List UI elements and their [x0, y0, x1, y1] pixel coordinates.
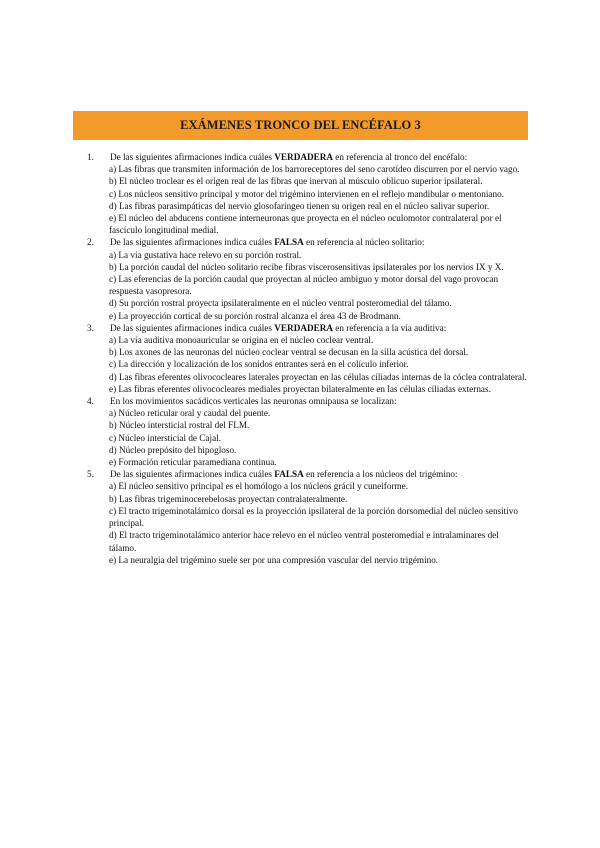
option-a: a) La vía gustativa hace relevo en su porción rostral.	[109, 249, 302, 260]
stem-text: En los movimientos sacádicos verticales las neuronas omnipausa se localizan:	[110, 396, 397, 407]
stem-text: en referencia a los núcleos del trigémino:	[306, 469, 458, 480]
question-4	[87, 395, 527, 468]
stem-text: De las siguientes afirmaciones indica cuáles	[110, 322, 272, 333]
option-b: b) Las fibras trigeminocerebelosas proyectan contralateralmente.	[109, 493, 348, 504]
stem-text: De las siguientes afirmaciones indica cuáles	[110, 469, 272, 480]
question-stem	[110, 151, 527, 163]
stem-text: en referencia a la vía auditiva:	[335, 322, 447, 333]
option-e: e) El núcleo del abducens contiene interneuronas que proyecta en el núcleo oculomotor contralateral por el fascículo longitudinal medial.	[109, 213, 502, 236]
option-c: c) La dirección y localización de los sonidos entrantes será en el colículo inferior.	[109, 359, 409, 370]
option-d: d) El tracto trigeminotalámico anterior hace relevo en el núcleo ventral posteromedial e intralaminares del tálamo.	[109, 530, 499, 553]
option-d: d) Su porción rostral proyecta ipsilateralmente en el núcleo ventral posteromedial del tálamo.	[109, 298, 452, 309]
option-b: b) Los axones de las neuronas del núcleo coclear ventral se decusan en la silla acústica del dorsal.	[109, 347, 469, 358]
question-stem	[110, 395, 527, 407]
question-1	[87, 151, 527, 236]
option-e: e) La proyección cortical de su porción rostral alcanza el área 43 de Brodmann.	[109, 310, 401, 321]
option-a: a) Las fibras que transmiten información de los barroreceptores del seno carotídeo discurren por el nervio vago.	[109, 164, 520, 175]
option-d: d) Las fibras eferentes olivococleares laterales proyectan en las células ciliadas internas de la cóclea contralateral.	[109, 371, 527, 382]
page-title: EXÁMENES TRONCO DEL ENCÉFALO 3	[180, 118, 421, 132]
stem-keyword: FALSA	[274, 237, 304, 248]
option-d: d) Las fibras parasimpáticas del nervio glosofaríngeo tienen su origen real en el núcleo salivar superior.	[109, 200, 490, 211]
option-c: c) Los núcleos sensitivo principal y motor del trigémino intervienen en el reflejo mandibular o mentoniano.	[109, 188, 504, 199]
question-list	[87, 151, 527, 566]
question-number: 1.	[87, 152, 94, 162]
option-b: b) Núcleo intersticial rostral del FLM.	[109, 420, 250, 431]
question-number: 5.	[87, 469, 94, 480]
question-number: 2.	[87, 237, 94, 248]
stem-text: De las siguientes afirmaciones indica cuáles	[110, 152, 272, 162]
option-a: a) La vía auditiva monoauricular se origina en el núcleo coclear ventral.	[109, 335, 374, 346]
option-c: c) Núcleo intersticial de Cajal.	[109, 432, 221, 443]
stem-keyword: FALSA	[274, 469, 304, 480]
option-e: e) La neuralgia del trigémino suele ser por una compresión vascular del nervio trigémino.	[109, 554, 439, 565]
stem-keyword: VERDADERA	[274, 322, 333, 333]
title-banner	[73, 111, 528, 140]
option-c: c) El tracto trigeminotalámico dorsal es la proyección ipsilateral de la porción dorsomedial del núcleo sensitivo principal.	[109, 505, 518, 529]
question-3	[87, 322, 527, 395]
option-c: c) Las eferencias de la porción caudal que proyectan al núcleo ambiguo y motor dorsal del vago provocan respuesta vasopresora.	[109, 274, 499, 297]
option-a: a) El núcleo sensitivo principal es el homólogo a los núcleos grácil y cuneiforme.	[109, 481, 409, 492]
stem-text: en referencia al núcleo solitario:	[306, 237, 425, 248]
question-number: 3.	[87, 322, 94, 333]
option-b: b) El núcleo troclear es el origen real de las fibras que inervan al músculo oblicuo superior ipsilateral.	[109, 176, 483, 187]
question-5	[87, 468, 527, 566]
question-2	[87, 236, 527, 321]
option-e: e) Las fibras eferentes olivococleares mediales proyectan bilateralmente en las células ciliadas externas.	[109, 383, 491, 394]
stem-text: en referencia al tronco del encéfalo:	[335, 152, 468, 162]
stem-text: De las siguientes afirmaciones indica cuáles	[110, 237, 272, 248]
question-stem	[110, 322, 527, 334]
option-d: d) Núcleo prepósito del hipogloso.	[109, 444, 237, 455]
question-stem	[110, 236, 527, 248]
stem-keyword: VERDADERA	[274, 152, 333, 162]
option-e: e) Formación reticular paramediana continua.	[109, 457, 277, 468]
option-b: b) La porción caudal del núcleo solitario recibe fibras viscerosensitivas ipsilaterales por los nervios IX y X.	[109, 261, 504, 272]
option-a: a) Núcleo reticular oral y caudal del puente.	[109, 408, 271, 419]
question-stem	[110, 468, 527, 480]
question-number: 4.	[87, 396, 94, 407]
